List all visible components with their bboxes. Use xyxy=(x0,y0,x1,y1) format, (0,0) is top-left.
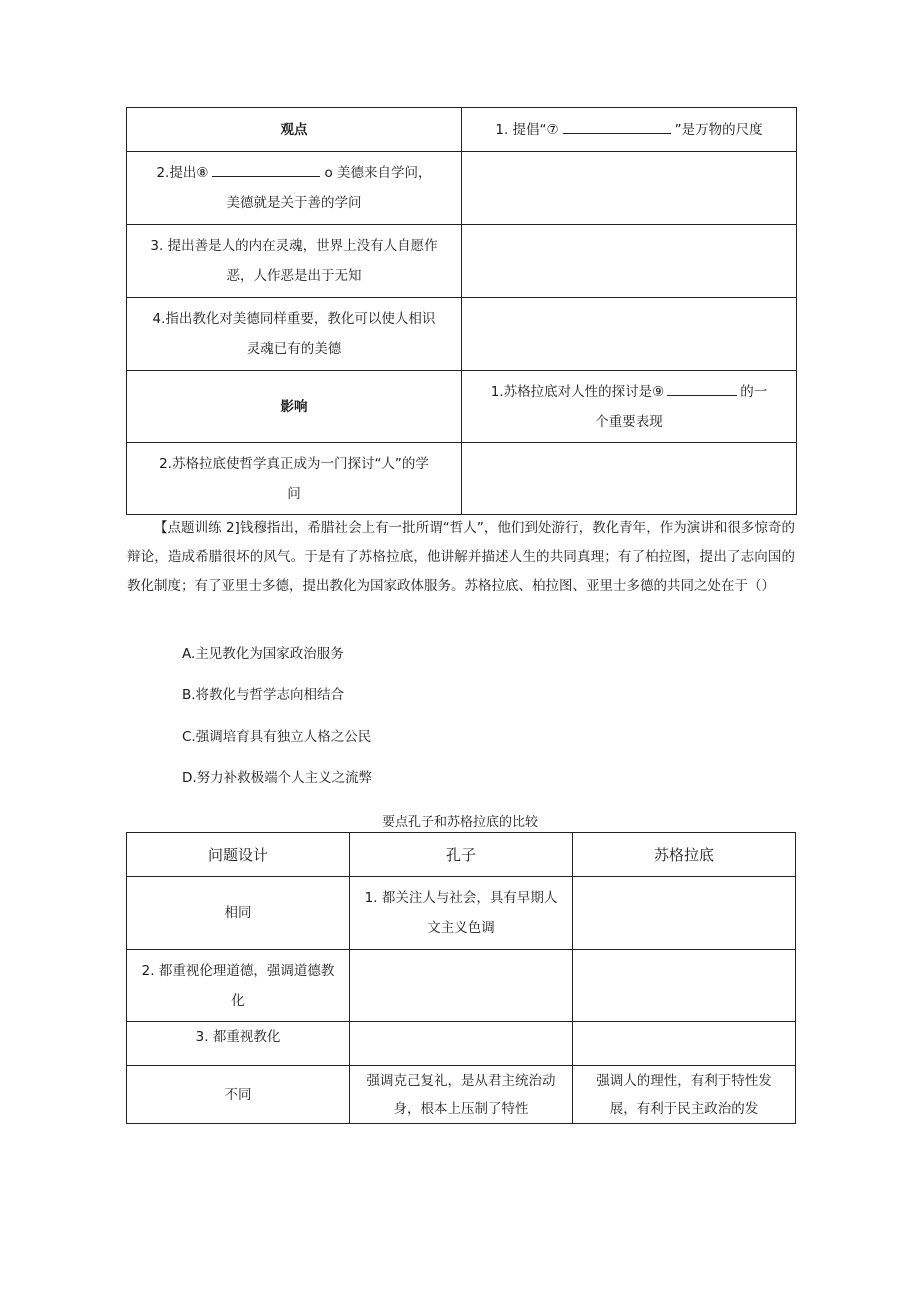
option-a[interactable]: A.主见教化为国家政治服务 xyxy=(182,646,344,662)
view-3-line1: 3. 提出善是人的内在灵魂，世界上没有人自愿作 xyxy=(150,238,438,254)
header-question-design: 问题设计 xyxy=(127,833,350,877)
same-1-line1: 1. 都关注人与社会，具有早期人 xyxy=(364,890,558,906)
empty-cell xyxy=(462,443,797,515)
blank-9-line[interactable] xyxy=(667,380,737,396)
option-d[interactable]: D.努力补救极端个人主义之流弊 xyxy=(182,770,373,786)
influence-1-prefix: 1.苏格拉底对人性的探讨是⑨ xyxy=(490,383,665,400)
different-label: 不同 xyxy=(127,1066,350,1124)
views-header: 观点 xyxy=(127,108,462,152)
comparison-caption: 要点孔子和苏格拉底的比较 xyxy=(381,815,538,830)
option-b[interactable]: B.将教化与哲学志向相结合 xyxy=(182,687,345,703)
socrates-diff-line2: 展，有利于民主政治的发 xyxy=(609,1100,759,1117)
blank-8-line[interactable] xyxy=(212,161,320,177)
influence-header: 影响 xyxy=(127,371,462,443)
empty-cell xyxy=(462,152,797,225)
view-2-cell xyxy=(127,152,462,225)
view-4-line2: 灵魂已有的美德 xyxy=(246,341,342,357)
empty-cell xyxy=(573,1022,796,1066)
views-table xyxy=(126,107,797,515)
empty-cell xyxy=(462,298,797,371)
influence-1-suffix: 的一 xyxy=(740,383,768,400)
confucius-diff-line1: 强调克己复礼，是从君主统治动 xyxy=(366,1072,556,1089)
view-4-cell xyxy=(127,298,462,371)
view-4-line1: 4.指出教化对美德同样重要，教化可以使人相识 xyxy=(152,311,436,327)
same-1-line2: 文主义色调 xyxy=(427,920,495,936)
view-2-prefix: 2.提出⑧ xyxy=(156,165,209,181)
header-confucius: 孔子 xyxy=(350,833,573,877)
view-2-suffix: o 美德来自学问， xyxy=(324,165,432,181)
confucius-diff-cell xyxy=(350,1066,573,1124)
same-2-line1: 2. 都重视伦理道德，强调道德教 xyxy=(141,962,335,979)
same-2-line2: 化 xyxy=(231,992,245,1009)
influence-2-line1: 2.苏格拉底使哲学真正成为一门探讨“人”的学 xyxy=(159,455,429,472)
exercise-question: 【点题训练 2]钱穆指出，希腊社会上有一批所谓“哲人”，他们到处游行，教化青年，作为演讲和很多惊奇的辩论，造成希腊很坏的风气。于是有了苏格拉底，他讲解并描述人生的共同真理；有了柏拉图，提出了志向国的教化制度；有了亚里士多德，提出教化为国家政体服务。苏格拉底、柏拉图、亚里士多德的共同之处在于（） xyxy=(127,520,795,594)
option-c[interactable]: C.强调培育具有独立人格之公民 xyxy=(182,729,372,745)
empty-cell xyxy=(462,225,797,298)
view-3-line2: 恶，人作恶是出于无知 xyxy=(226,268,362,284)
blank-7-suffix: ”是万物的尺度 xyxy=(674,121,763,138)
same-3-cell: 3. 都重视教化 xyxy=(127,1022,350,1066)
blank-7-prefix: 1. 提倡“⑦ xyxy=(495,121,559,138)
blank-7-cell xyxy=(462,108,797,152)
empty-cell xyxy=(573,877,796,950)
comparison-table xyxy=(126,832,796,1124)
blank-7-line[interactable] xyxy=(563,118,671,134)
same-2-cell xyxy=(127,950,350,1022)
confucius-diff-line2: 身，根本上压制了特性 xyxy=(393,1100,529,1117)
influence-1-cell xyxy=(462,371,797,443)
same-label: 相同 xyxy=(127,877,350,950)
view-3-cell xyxy=(127,225,462,298)
empty-cell xyxy=(573,950,796,1022)
empty-cell xyxy=(350,950,573,1022)
empty-cell xyxy=(350,1022,573,1066)
header-socrates: 苏格拉底 xyxy=(573,833,796,877)
same-1-cell xyxy=(350,877,573,950)
socrates-diff-cell xyxy=(573,1066,796,1124)
view-2-line2: 美德就是关于善的学问 xyxy=(226,195,362,211)
influence-2-cell xyxy=(127,443,462,515)
influence-2-line2: 问 xyxy=(287,485,301,502)
influence-1-line2: 个重要表现 xyxy=(595,413,663,430)
socrates-diff-line1: 强调人的理性，有利于特性发 xyxy=(596,1072,772,1089)
